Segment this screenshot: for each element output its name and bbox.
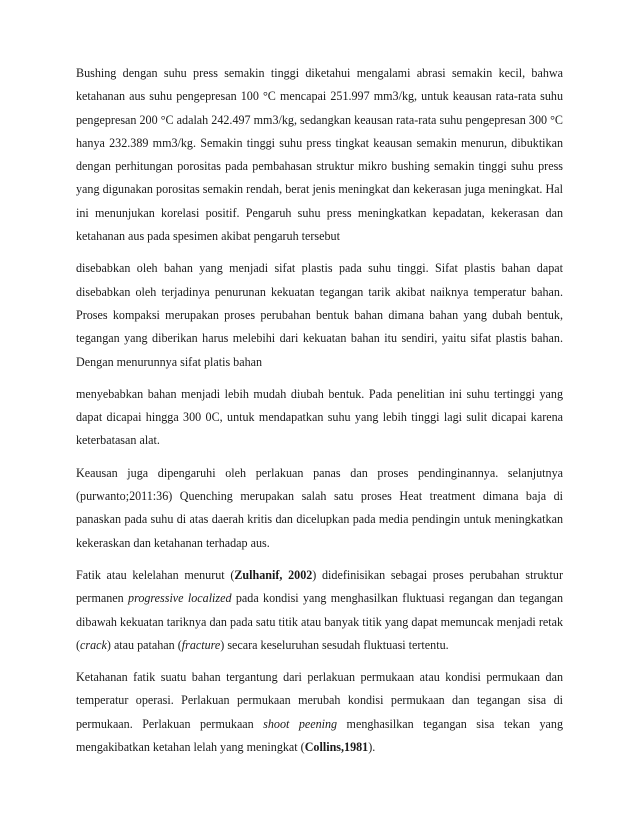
paragraph-wear-results: Bushing dengan suhu press semakin tinggi diketahui mengalami abrasi semakin kecil, bahwa ketahanan aus suhu pengepresan 100 °C mencapai 251.997 mm3/kg, untuk keausan rata-rata suhu pengepresan 200 °C adalah 242.497 mm3/kg, sedangkan keausan rata-rata suhu pengepresan 300 °C hanya 232.389 mm3/kg. Semakin tinggi suhu press tingkat keausan semakin menurun, dibuktikan dengan perhitungan porositas pada pembahasan struktur mikro bushing semakin tinggi suhu press yang digunakan porositas semakin rendah, berat jenis meningkat dan kekerasan juga meningkat. Hal ini menunjukan korelasi positif. Pengaruh suhu press meningkatkan kepadatan, kekerasan dan ketahanan aus pada spesimen akibat pengaruh tersebut	[76, 66, 563, 244]
paragraph-max-temperature: menyebabkan bahan menjadi lebih mudah diubah bentuk. Pada penelitian ini suhu tertinggi yang dapat dicapai hingga 300 0C, untuk mendapatkan suhu yang lebih tinggi lagi sulit dicapai karena keterbatasan alat.	[76, 386, 563, 448]
text-run: Ketahanan fatik suatu bahan tergantung dari perlakuan permukaan atau kondisi permukaan dan temperatur operasi. Perlakuan permukaan merubah kondisi permukaan dan tegangan sisa di permukaan. Perlakuan permukaan	[76, 670, 563, 731]
text-run: pada kondisi yang menghasilkan fluktuasi regangan dan tegangan dibawah kekuatan tariknya dan pada satu titik atau banyak titik yang dapat memuncak menjadi retak (	[76, 591, 564, 652]
paragraph-fatigue-resistance	[76, 666, 563, 759]
text-run: ).	[368, 740, 376, 755]
text-run: ) didefinisikan sebagai proses perubahan struktur permanen	[76, 567, 563, 606]
citation-zulhanif: Zulhanif, 2002	[234, 567, 313, 582]
term-shoot-peening: shoot peening	[263, 716, 338, 731]
term-progressive-localized: progressive localized	[128, 591, 232, 606]
text-run: ) atau patahan (	[106, 637, 182, 652]
citation-collins: Collins,1981	[304, 740, 369, 755]
text-run: Fatik atau kelelahan menurut (	[76, 567, 235, 582]
paragraph-plastic-properties: disebabkan oleh bahan yang menjadi sifat plastis pada suhu tinggi. Sifat plastis bahan dapat disebabkan oleh terjadinya penurunan kekuatan tegangan tarik akibat naiknya temperatur bahan. Proses kompaksi merupakan proses perubahan bentuk bahan dimana bahan yang dubah bentuk, tegangan yang diberikan harus melebihi dari kekuatan bahan itu sendiri, yaitu sifat plastis bahan. Dengan menurunnya sifat platis bahan	[76, 261, 563, 369]
text-run: ) secara keseluruhan sesudah fluktuasi tertentu.	[220, 637, 449, 652]
text-run: menghasilkan tegangan sisa tekan yang mengakibatkan ketahan lelah yang meningkat (	[76, 716, 563, 755]
term-crack: crack	[80, 637, 107, 652]
term-fracture: fracture	[181, 637, 221, 652]
paragraph-fatigue-definition	[76, 564, 563, 657]
document-page	[76, 62, 563, 759]
paragraph-quenching: Keausan juga dipengaruhi oleh perlakuan panas dan proses pendinginannya. selanjutnya (purwanto;2011:36) Quenching merupakan salah satu proses Heat treatment dimana baja di panaskan pada suhu di atas daerah kritis dan dicelupkan pada media pendingin untuk meningkatkan kekeraskan dan ketahanan terhadap aus.	[76, 465, 563, 550]
